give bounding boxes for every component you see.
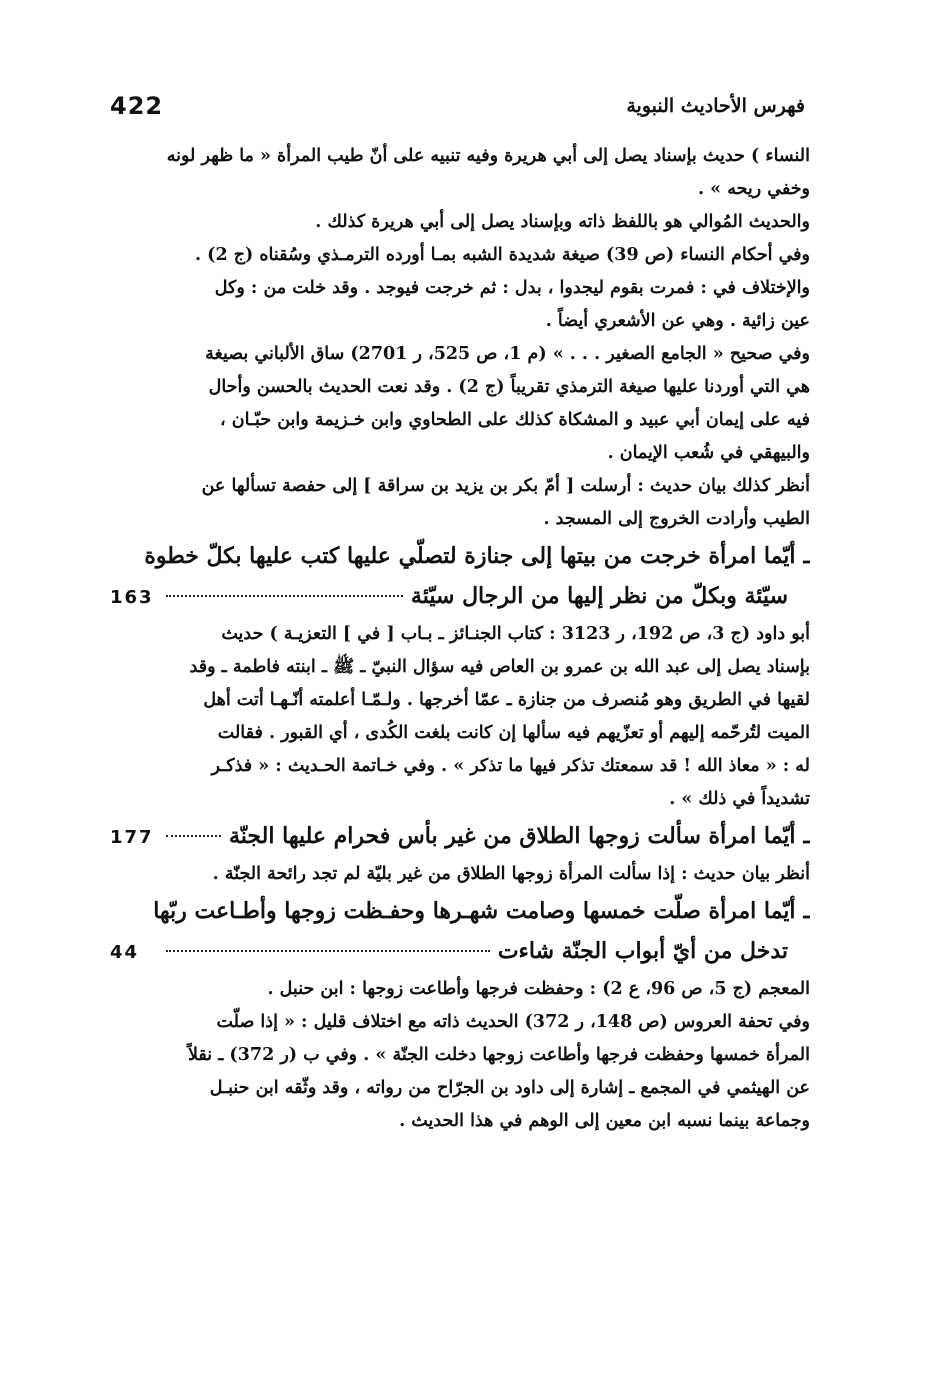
text-line: وخفي ريحه » . <box>697 179 810 199</box>
text-line: والإختلاف في : فمرت بقوم ليجدوا ، بدل : ثم خرجت فيوجد . وقد خلت من : وكل <box>214 278 810 298</box>
dot-leader <box>166 950 490 952</box>
text-line: والبيهقي في شُعب الإيمان . <box>607 443 810 463</box>
dot-leader <box>166 835 221 837</box>
text-line: وفي تحفة العروس (ص 148، ر 372) الحديث ذاته مع اختلاف قليل : « إذا صلّت <box>216 1012 810 1032</box>
hadith-reference: 177 <box>110 827 154 848</box>
text-line: أبو داود (ج 3، ص 192، ر 3123 : كتاب الجنـائز ـ بـاب [ في ] التعزيـة ) حديث <box>221 624 810 644</box>
text-line: الميت لتُرحّمه إليهم أو تعزّيهم فيه سألها إن كانت بلغت الكُدى ، أي القبور . فقالت <box>217 723 810 743</box>
text-line: أنظر بيان حديث : إذا سألت المرأة زوجها الطلاق من غير بليّة لم تجد رائحة الجنّة . <box>212 864 810 884</box>
page-header <box>110 86 805 126</box>
hadith-line <box>110 891 810 931</box>
text-line: عن الهيثمي في المجمع ـ إشارة إلى داود بن الجرّاح من رواته ، وقد وثّقه ابن حنبـل <box>209 1078 810 1098</box>
hadith-entry <box>110 816 810 858</box>
dot-leader <box>166 595 403 597</box>
hadith-entry <box>110 891 810 973</box>
hadith-line <box>110 536 810 576</box>
hadith-reference: 44 <box>110 942 140 963</box>
page-number: 422 <box>110 92 164 120</box>
text-line: المعجم (ج 5، ص 96، ع 2) : وحفظت فرجها وأطاعت زوجها : ابن حنبل . <box>267 979 810 999</box>
hadith-text: أيّما امرأة خرجت من بيتها إلى جنازة لتصلّي عليها كتب عليها بكلّ خطوة <box>144 543 796 569</box>
text-line: أنظر كذلك بيان حديث : أرسلت [ أمّ بكر بن يزيد بن سراقة ] إلى حفصة تسألها عن <box>201 476 810 496</box>
hadith-line <box>110 931 810 973</box>
page-body <box>110 140 810 1138</box>
text-line: الطيب وأرادت الخروج إلى المسجد . <box>543 509 810 529</box>
text-line: المرأة خمسها وحفظت فرجها وأطاعت زوجها دخلت الجنّة » . وفي ب (ر 372) ـ نقلاً <box>187 1045 810 1065</box>
text-line: عين زائية . وهي عن الأشعري أيضاً . <box>545 311 810 331</box>
entry-dash: ـ <box>803 543 810 569</box>
hadith-line <box>110 576 810 618</box>
hadith-text: أيّما امرأة سألت زوجها الطلاق من غير بأس فحرام عليها الجنّة <box>229 823 796 849</box>
hadith-text: أيّما امرأة صلّت خمسها وصامت شهـرها وحفـظت زوجها وأطـاعت ربّها <box>153 898 796 924</box>
text-line: لقيها في الطريق وهو مُنصرف من جنازة ـ عمّا أخرجها . ولـمّـا أعلمته أنّـهـا أتت أهل <box>203 690 810 710</box>
text-line: وفي صحيح « الجامع الصغير . . . » (م 1، ص 525، ر 2701) ساق الألباني بصيغة <box>205 344 810 364</box>
text-line: فيه على إيمان أبي عبيد و المشكاة كذلك على الطحاوي وابن خـزيمة وابن حبّـان ، <box>219 410 810 430</box>
running-title: فهرس الأحاديث النبوية <box>626 95 805 117</box>
hadith-reference: 163 <box>110 587 154 608</box>
hadith-entry <box>110 536 810 618</box>
text-line: بإسناد يصل إلى عبد الله بن عمرو بن العاص فيه سؤال النبيّ ـ ﷺ ـ ابنته فاطمة ـ وقد <box>189 657 810 677</box>
text-line: له : « معاذ الله ! قد سمعتك تذكر فيها ما تذكر » . وفي خـاتمة الحـديث : « فذكـر <box>211 756 810 776</box>
text-line: وجماعة بينما نسبه ابن معين إلى الوهم في هذا الحديث . <box>399 1111 810 1131</box>
hadith-line <box>110 816 810 858</box>
hadith-text: تدخل من أيّ أبواب الجنّة شاءت <box>497 938 788 964</box>
entry-dash: ـ <box>803 898 810 924</box>
text-line: وفي أحكام النساء (ص 39) صيغة شديدة الشبه بمـا أورده الترمـذي وسُقناه (ج 2) . <box>194 245 810 265</box>
text-line: هي التي أوردنا عليها صيغة الترمذي تقريباً (ج 2) . وقد نعت الحديث بالحسن وأحال <box>208 377 810 397</box>
text-line: تشديداً في ذلك » . <box>669 789 810 809</box>
hadith-text: سيّئة وبكلّ من نظر إليها من الرجال سيّئة <box>410 583 788 609</box>
entry-dash: ـ <box>803 823 810 849</box>
text-line: والحديث المُوالي هو باللفظ ذاته وبإسناد يصل إلى أبي هريرة كذلك . <box>315 212 810 232</box>
text-line: النساء ) حديث بإسناد يصل إلى أبي هريرة وفيه تنبيه على أنّ طيب المرأة « ما ظهر لونه <box>166 146 810 166</box>
